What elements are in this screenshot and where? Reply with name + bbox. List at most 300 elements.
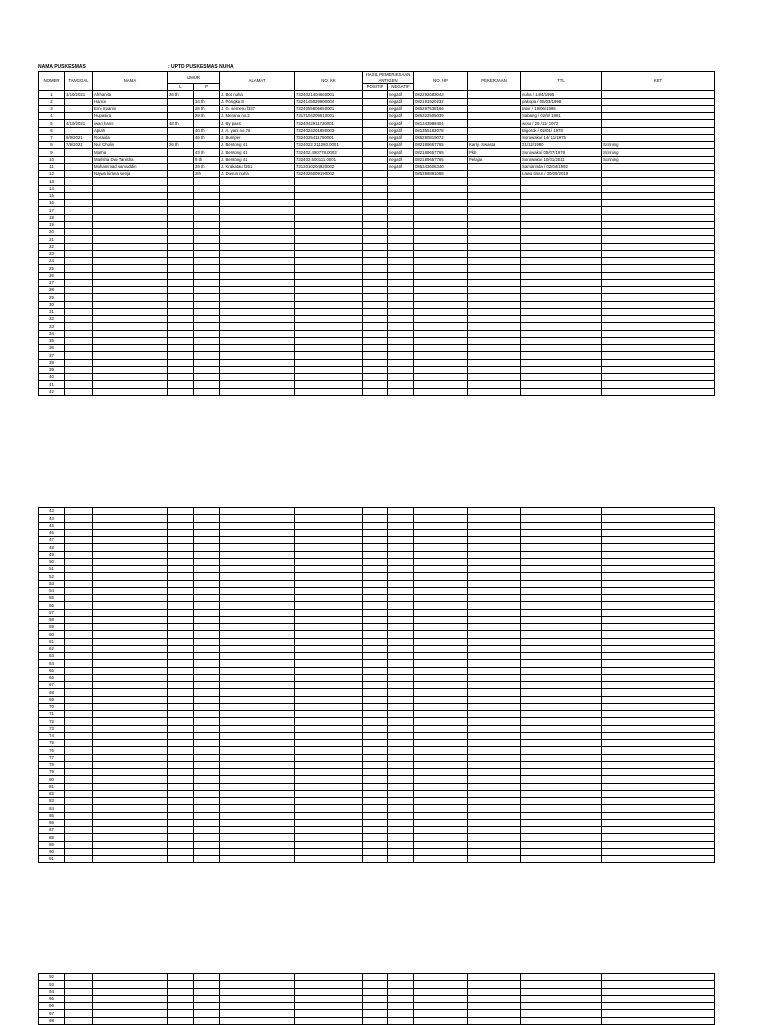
cell-pekerjaan bbox=[468, 995, 521, 1002]
cell-alamat bbox=[220, 359, 295, 366]
cell-pekerjaan bbox=[468, 776, 521, 783]
table-row bbox=[39, 848, 715, 855]
cell-umur-l bbox=[168, 337, 194, 344]
cell-nama bbox=[93, 988, 168, 995]
col-nokk: NO. KK bbox=[295, 72, 363, 91]
cell-umur-l bbox=[168, 580, 194, 587]
cell-negatif bbox=[388, 323, 414, 330]
cell-pekerjaan bbox=[468, 974, 521, 981]
cell-nokk bbox=[295, 272, 363, 279]
cell-ket bbox=[602, 1017, 715, 1024]
cell-ket bbox=[602, 529, 715, 536]
cell-ket bbox=[602, 660, 715, 667]
cell-ttl: 21/12/1980 bbox=[521, 142, 602, 149]
cell-nama bbox=[93, 848, 168, 855]
cell-ttl bbox=[521, 537, 602, 544]
cell-nokk bbox=[295, 761, 363, 768]
cell-nokk bbox=[295, 638, 363, 645]
cell-nama bbox=[93, 345, 168, 352]
cell-negatif bbox=[388, 265, 414, 272]
cell-nohp bbox=[414, 616, 468, 623]
cell-ttl bbox=[521, 323, 602, 330]
cell-negatif bbox=[388, 682, 414, 689]
cell-pekerjaan bbox=[468, 134, 521, 141]
cell-tanggal bbox=[65, 544, 93, 551]
cell-no: 62 bbox=[39, 645, 65, 652]
cell-pekerjaan bbox=[468, 105, 521, 112]
cell-pekerjaan bbox=[468, 366, 521, 373]
cell-negatif: negatif bbox=[388, 156, 414, 163]
cell-negatif bbox=[388, 221, 414, 228]
cell-negatif bbox=[388, 595, 414, 602]
cell-umur-l bbox=[168, 156, 194, 163]
cell-umur-p bbox=[194, 995, 220, 1002]
cell-positif bbox=[363, 761, 388, 768]
cell-negatif bbox=[388, 515, 414, 522]
cell-nohp bbox=[414, 587, 468, 594]
cell-tanggal bbox=[65, 725, 93, 732]
cell-tanggal bbox=[65, 287, 93, 294]
cell-ttl bbox=[521, 667, 602, 674]
cell-ket bbox=[602, 653, 715, 660]
cell-no: 94 bbox=[39, 988, 65, 995]
cell-pekerjaan bbox=[468, 674, 521, 681]
cell-ttl: Sorowako/ 10/01/2011 bbox=[521, 156, 602, 163]
cell-umur-p bbox=[194, 725, 220, 732]
cell-pekerjaan bbox=[468, 1017, 521, 1024]
cell-ket bbox=[602, 566, 715, 573]
cell-umur-l bbox=[168, 558, 194, 565]
cell-tanggal bbox=[65, 272, 93, 279]
cell-umur-p bbox=[194, 287, 220, 294]
cell-umur-l bbox=[168, 595, 194, 602]
cell-tanggal bbox=[65, 388, 93, 395]
cell-pekerjaan bbox=[468, 609, 521, 616]
cell-umur-l bbox=[168, 544, 194, 551]
cell-pekerjaan bbox=[468, 515, 521, 522]
cell-tanggal bbox=[65, 508, 93, 515]
cell-nokk bbox=[295, 718, 363, 725]
cell-ttl bbox=[521, 812, 602, 819]
cell-no: 22 bbox=[39, 243, 65, 250]
cell-negatif: negatif bbox=[388, 113, 414, 120]
cell-tanggal bbox=[65, 631, 93, 638]
cell-nokk bbox=[295, 359, 363, 366]
cell-tanggal bbox=[65, 113, 93, 120]
cell-nama bbox=[93, 366, 168, 373]
cell-nama bbox=[93, 703, 168, 710]
cell-umur-p bbox=[194, 381, 220, 388]
cell-ket bbox=[602, 537, 715, 544]
cell-umur-p bbox=[194, 988, 220, 995]
cell-umur-p bbox=[194, 272, 220, 279]
table-row bbox=[39, 974, 715, 981]
cell-alamat bbox=[220, 529, 295, 536]
cell-negatif bbox=[388, 287, 414, 294]
cell-no: 21 bbox=[39, 236, 65, 243]
cell-alamat bbox=[220, 221, 295, 228]
cell-umur-p bbox=[194, 345, 220, 352]
cell-umur-l bbox=[168, 761, 194, 768]
cell-ket bbox=[602, 366, 715, 373]
cell-nama bbox=[93, 645, 168, 652]
cell-ttl: Sorowako/ 05/07/1978 bbox=[521, 149, 602, 156]
cell-positif bbox=[363, 537, 388, 544]
cell-nama: Hupasira bbox=[93, 113, 168, 120]
cell-umur-l bbox=[168, 221, 194, 228]
cell-no: 51 bbox=[39, 566, 65, 573]
cell-nama: Muhammad samuddin bbox=[93, 163, 168, 170]
cell-umur-p bbox=[194, 769, 220, 776]
cell-pekerjaan bbox=[468, 113, 521, 120]
table-row bbox=[39, 171, 715, 178]
cell-pekerjaan bbox=[468, 711, 521, 718]
cell-tanggal bbox=[65, 805, 93, 812]
cell-negatif bbox=[388, 236, 414, 243]
cell-ttl bbox=[521, 616, 602, 623]
cell-negatif bbox=[388, 178, 414, 185]
cell-positif bbox=[363, 841, 388, 848]
cell-nokk bbox=[295, 827, 363, 834]
cell-tanggal bbox=[65, 529, 93, 536]
cell-positif bbox=[363, 848, 388, 855]
cell-ttl bbox=[521, 624, 602, 631]
cell-umur-p bbox=[194, 200, 220, 207]
cell-pekerjaan bbox=[468, 573, 521, 580]
cell-nohp bbox=[414, 841, 468, 848]
cell-alamat: J. Bentong 41 bbox=[220, 156, 295, 163]
cell-tanggal bbox=[65, 337, 93, 344]
cell-umur-l bbox=[168, 323, 194, 330]
table-row bbox=[39, 374, 715, 381]
cell-umur-p bbox=[194, 91, 220, 98]
cell-ttl: tator / 19/06/1995 bbox=[521, 105, 602, 112]
table-row bbox=[39, 265, 715, 272]
cell-nama bbox=[93, 761, 168, 768]
cell-nohp bbox=[414, 609, 468, 616]
cell-alamat bbox=[220, 974, 295, 981]
cell-positif bbox=[363, 171, 388, 178]
cell-negatif bbox=[388, 805, 414, 812]
cell-umur-p bbox=[194, 798, 220, 805]
cell-nama bbox=[93, 841, 168, 848]
cell-tanggal bbox=[65, 848, 93, 855]
cell-negatif bbox=[388, 345, 414, 352]
cell-alamat: J. Pongka 8 bbox=[220, 98, 295, 105]
cell-ttl: nuha / 14/4/1995 bbox=[521, 91, 602, 98]
cell-umur-p bbox=[194, 856, 220, 863]
cell-ttl: Sorowako/ 14/ 11/1975 bbox=[521, 134, 602, 141]
cell-umur-l bbox=[168, 352, 194, 359]
cell-nokk bbox=[295, 265, 363, 272]
cell-positif bbox=[363, 856, 388, 863]
cell-alamat: J. Dusun nuha bbox=[220, 171, 295, 178]
table-row bbox=[39, 566, 715, 573]
cell-tanggal bbox=[65, 258, 93, 265]
cell-pekerjaan bbox=[468, 580, 521, 587]
cell-nama bbox=[93, 711, 168, 718]
cell-positif bbox=[363, 667, 388, 674]
cell-nama: Afrhanita bbox=[93, 91, 168, 98]
cell-nokk bbox=[295, 1003, 363, 1010]
table-row bbox=[39, 653, 715, 660]
cell-nama bbox=[93, 207, 168, 214]
cell-nokk bbox=[295, 711, 363, 718]
cell-umur-l bbox=[168, 388, 194, 395]
col-positif: POSITIF bbox=[363, 84, 388, 91]
cell-alamat bbox=[220, 776, 295, 783]
cell-nokk bbox=[295, 624, 363, 631]
cell-negatif bbox=[388, 337, 414, 344]
cell-ttl bbox=[521, 790, 602, 797]
cell-ket bbox=[602, 388, 715, 395]
cell-ket bbox=[602, 981, 715, 988]
cell-ket bbox=[602, 674, 715, 681]
cell-no: 34 bbox=[39, 330, 65, 337]
cell-ket bbox=[602, 279, 715, 286]
cell-ttl bbox=[521, 696, 602, 703]
cell-nama: Apiah bbox=[93, 127, 168, 134]
cell-pekerjaan bbox=[468, 301, 521, 308]
cell-nama: Rosaida bbox=[93, 134, 168, 141]
cell-ttl bbox=[521, 308, 602, 315]
cell-umur-p bbox=[194, 207, 220, 214]
table-row bbox=[39, 120, 715, 127]
cell-alamat bbox=[220, 508, 295, 515]
cell-pekerjaan bbox=[468, 718, 521, 725]
table-row bbox=[39, 667, 715, 674]
cell-tanggal bbox=[65, 1017, 93, 1024]
cell-nokk: 7324025411750001 bbox=[295, 134, 363, 141]
cell-ttl bbox=[521, 761, 602, 768]
cell-nohp bbox=[414, 573, 468, 580]
cell-nokk bbox=[295, 192, 363, 199]
cell-umur-l bbox=[168, 769, 194, 776]
cell-tanggal bbox=[65, 98, 93, 105]
cell-ket bbox=[602, 689, 715, 696]
cell-ttl bbox=[521, 988, 602, 995]
cell-ket bbox=[602, 711, 715, 718]
cell-nohp bbox=[414, 995, 468, 1002]
cell-no: 93 bbox=[39, 981, 65, 988]
cell-nohp bbox=[414, 812, 468, 819]
cell-ket bbox=[602, 200, 715, 207]
cell-tanggal bbox=[65, 616, 93, 623]
cell-negatif bbox=[388, 754, 414, 761]
cell-positif bbox=[363, 508, 388, 515]
cell-alamat bbox=[220, 653, 295, 660]
table-row bbox=[39, 558, 715, 565]
cell-ket bbox=[602, 185, 715, 192]
cell-positif bbox=[363, 1010, 388, 1017]
cell-negatif: negatif bbox=[388, 91, 414, 98]
cell-umur-l bbox=[168, 587, 194, 594]
cell-nokk bbox=[295, 609, 363, 616]
cell-nohp: 085280819072 bbox=[414, 134, 468, 141]
cell-nokk bbox=[295, 783, 363, 790]
cell-ttl bbox=[521, 580, 602, 587]
cell-nokk bbox=[295, 645, 363, 652]
cell-nama bbox=[93, 580, 168, 587]
cell-no: 59 bbox=[39, 624, 65, 631]
cell-negatif bbox=[388, 381, 414, 388]
cell-positif bbox=[363, 316, 388, 323]
cell-ttl bbox=[521, 974, 602, 981]
cell-umur-p bbox=[194, 508, 220, 515]
cell-ttl bbox=[521, 798, 602, 805]
cell-negatif bbox=[388, 995, 414, 1002]
cell-positif bbox=[363, 178, 388, 185]
table-row bbox=[39, 301, 715, 308]
cell-nama bbox=[93, 308, 168, 315]
cell-nokk bbox=[295, 221, 363, 228]
cell-nama bbox=[93, 667, 168, 674]
cell-ttl bbox=[521, 388, 602, 395]
cell-nokk bbox=[295, 522, 363, 529]
cell-tanggal bbox=[65, 156, 93, 163]
cell-nohp bbox=[414, 660, 468, 667]
cell-positif bbox=[363, 221, 388, 228]
cell-positif bbox=[363, 272, 388, 279]
cell-nohp bbox=[414, 294, 468, 301]
table-row bbox=[39, 91, 715, 98]
cell-no: 64 bbox=[39, 660, 65, 667]
cell-ket bbox=[602, 294, 715, 301]
cell-nohp bbox=[414, 776, 468, 783]
cell-ket bbox=[602, 974, 715, 981]
cell-nokk bbox=[295, 856, 363, 863]
cell-umur-p bbox=[194, 366, 220, 373]
cell-negatif: negatif bbox=[388, 105, 414, 112]
table-row bbox=[39, 995, 715, 1002]
cell-nama bbox=[93, 974, 168, 981]
cell-nohp bbox=[414, 819, 468, 826]
cell-positif bbox=[363, 529, 388, 536]
cell-pekerjaan bbox=[468, 287, 521, 294]
cell-tanggal bbox=[65, 783, 93, 790]
cell-positif bbox=[363, 156, 388, 163]
cell-nama bbox=[93, 1017, 168, 1024]
cell-nokk bbox=[295, 566, 363, 573]
table-row bbox=[39, 703, 715, 710]
table-row bbox=[39, 156, 715, 163]
cell-nama bbox=[93, 747, 168, 754]
cell-nohp: 082189657765 bbox=[414, 149, 468, 156]
table-row bbox=[39, 609, 715, 616]
cell-alamat bbox=[220, 279, 295, 286]
cell-alamat bbox=[220, 732, 295, 739]
cell-nokk bbox=[295, 381, 363, 388]
cell-positif bbox=[363, 265, 388, 272]
cell-umur-p bbox=[194, 747, 220, 754]
cell-umur-p bbox=[194, 573, 220, 580]
cell-alamat bbox=[220, 769, 295, 776]
cell-positif bbox=[363, 105, 388, 112]
cell-nokk bbox=[295, 631, 363, 638]
cell-umur-l bbox=[168, 207, 194, 214]
table-row bbox=[39, 105, 715, 112]
cell-no: 4 bbox=[39, 113, 65, 120]
cell-alamat bbox=[220, 995, 295, 1002]
cell-umur-p bbox=[194, 981, 220, 988]
cell-pekerjaan bbox=[468, 696, 521, 703]
cell-pekerjaan bbox=[468, 551, 521, 558]
cell-ket: Scrining bbox=[602, 149, 715, 156]
cell-alamat bbox=[220, 308, 295, 315]
cell-no: 35 bbox=[39, 337, 65, 344]
puskesmas-label: NAMA PUSKESMAS bbox=[38, 64, 86, 70]
cell-no: 27 bbox=[39, 279, 65, 286]
cell-ket bbox=[602, 602, 715, 609]
cell-nokk: 7324025009190002 bbox=[295, 171, 363, 178]
cell-umur-p: 46 th bbox=[194, 134, 220, 141]
cell-nama bbox=[93, 352, 168, 359]
cell-ket bbox=[602, 551, 715, 558]
cell-nokk bbox=[295, 974, 363, 981]
cell-umur-p bbox=[194, 229, 220, 236]
cell-no: 77 bbox=[39, 754, 65, 761]
cell-positif bbox=[363, 359, 388, 366]
cell-ttl bbox=[521, 200, 602, 207]
table-row bbox=[39, 551, 715, 558]
cell-negatif bbox=[388, 272, 414, 279]
cell-umur-l bbox=[168, 522, 194, 529]
cell-nohp bbox=[414, 761, 468, 768]
cell-ttl bbox=[521, 337, 602, 344]
table-row bbox=[39, 689, 715, 696]
table-row bbox=[39, 537, 715, 544]
cell-alamat bbox=[220, 981, 295, 988]
cell-positif bbox=[363, 1017, 388, 1024]
cell-nohp: 081355182078 bbox=[414, 127, 468, 134]
cell-no: 43 bbox=[39, 508, 65, 515]
cell-no: 12 bbox=[39, 171, 65, 178]
cell-nokk bbox=[295, 308, 363, 315]
cell-nama bbox=[93, 769, 168, 776]
cell-nohp: 082189657765 bbox=[414, 142, 468, 149]
cell-tanggal bbox=[65, 981, 93, 988]
table-row bbox=[39, 631, 715, 638]
cell-umur-p bbox=[194, 294, 220, 301]
cell-nohp bbox=[414, 805, 468, 812]
cell-negatif bbox=[388, 660, 414, 667]
cell-positif bbox=[363, 974, 388, 981]
cell-umur-l bbox=[168, 631, 194, 638]
cell-no: 50 bbox=[39, 558, 65, 565]
cell-alamat bbox=[220, 703, 295, 710]
cell-nokk bbox=[295, 754, 363, 761]
cell-umur-p: 29 th bbox=[194, 113, 220, 120]
table-row bbox=[39, 214, 715, 221]
table-row bbox=[39, 638, 715, 645]
cell-nokk bbox=[295, 558, 363, 565]
cell-umur-l bbox=[168, 330, 194, 337]
cell-alamat bbox=[220, 250, 295, 257]
cell-no: 53 bbox=[39, 580, 65, 587]
cell-pekerjaan bbox=[468, 841, 521, 848]
cell-umur-l bbox=[168, 149, 194, 156]
cell-pekerjaan bbox=[468, 200, 521, 207]
table-row bbox=[39, 682, 715, 689]
cell-ket bbox=[602, 258, 715, 265]
cell-nokk bbox=[295, 316, 363, 323]
cell-pekerjaan bbox=[468, 337, 521, 344]
cell-no: 26 bbox=[39, 272, 65, 279]
cell-umur-p bbox=[194, 243, 220, 250]
cell-ket bbox=[602, 754, 715, 761]
cell-nokk bbox=[295, 616, 363, 623]
cell-no: 52 bbox=[39, 573, 65, 580]
